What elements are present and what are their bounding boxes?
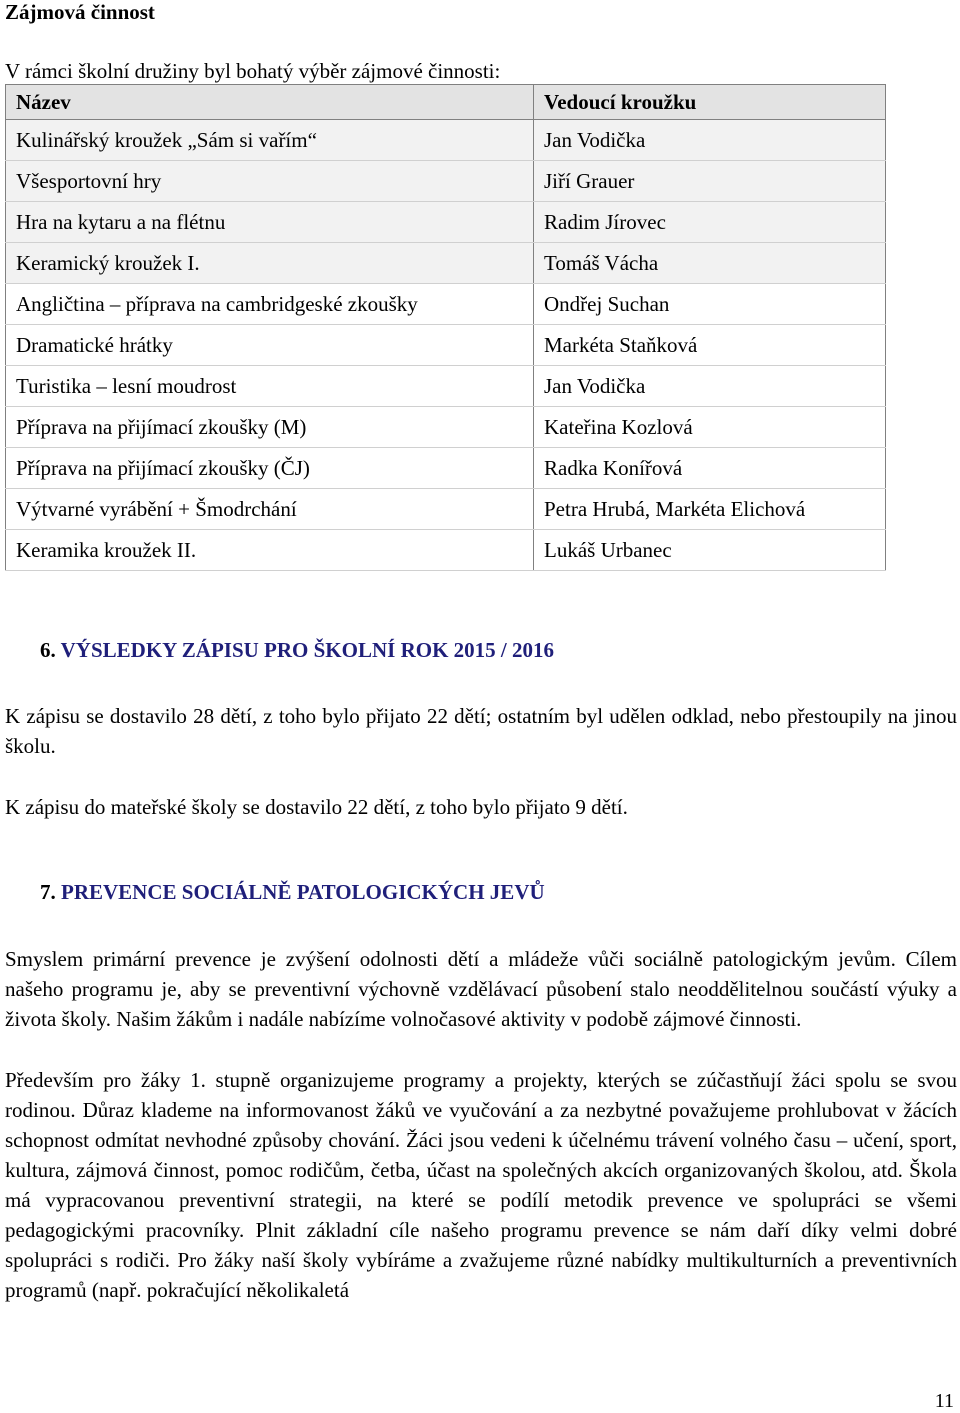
table-header-row <box>6 85 886 120</box>
section-7-paragraph-2: Především pro žáky 1. stupně organizujeme programy a projekty, kterých se zúčastňují žáci spolu se svou rodinou. Důraz klademe na informovanost žáků ve vyučování a za nezbytné považujeme prohlubovat v žácích schopnost odmítat nevhodné způsoby chování. Žáci jsou vedeni k účelnému trávení volného času – učení, sport, kultura, zájmová činnost, pomoc rodičům, četba, účast na společných akcích organizovaných školou, atd. Škola má vypracovanou preventivní strategii, na které se podílí metodik prevence ve spolupráci se všemi pedagogickými pracovníky. Plnit základní cíle našeho programu prevence se nám daří díky velmi dobré spolupráci s rodiči. Pro žáky naší školy vybíráme a zvažujeme různé nabídky multikulturních a preventivních programů (např. pokračující několikaletá <box>5 1068 957 1302</box>
section-7-title: PREVENCE SOCIÁLNĚ PATOLOGICKÝCH JEVŮ <box>61 880 545 904</box>
section-6-paragraph-1: K zápisu se dostavilo 28 dětí, z toho bylo přijato 22 dětí; ostatním byl udělen odklad, nebo přestoupily na jinou školu. <box>5 704 957 758</box>
section-6-paragraph-2: K zápisu do mateřské školy se dostavilo 22 dětí, z toho bylo přijato 9 dětí. <box>5 795 628 819</box>
club-leader: Ondřej Suchan <box>534 284 886 325</box>
table-row <box>6 407 886 448</box>
table-row <box>6 325 886 366</box>
section-6-heading <box>40 636 554 664</box>
club-name: Angličtina – příprava na cambridgeské zkoušky <box>6 284 534 325</box>
table-row <box>6 366 886 407</box>
club-name: Příprava na přijímací zkoušky (ČJ) <box>6 448 534 489</box>
section-7-number: 7. <box>40 880 56 904</box>
club-name: Keramický kroužek I. <box>6 243 534 284</box>
club-leader: Markéta Staňková <box>534 325 886 366</box>
club-name: Příprava na přijímací zkoušky (M) <box>6 407 534 448</box>
club-leader: Jan Vodička <box>534 120 886 161</box>
table-row <box>6 448 886 489</box>
section-6-title: VÝSLEDKY ZÁPISU PRO ŠKOLNÍ ROK 2015 / 2016 <box>60 638 554 662</box>
intro-text: V rámci školní družiny byl bohatý výběr zájmové činnosti: <box>5 59 501 83</box>
table-row <box>6 120 886 161</box>
club-leader: Petra Hrubá, Markéta Elichová <box>534 489 886 530</box>
section-6-number: 6. <box>40 638 56 662</box>
column-header-leader: Vedoucí kroužku <box>534 85 886 120</box>
club-name: Turistika – lesní moudrost <box>6 366 534 407</box>
clubs-table <box>5 84 886 571</box>
club-leader: Jan Vodička <box>534 366 886 407</box>
club-name: Hra na kytaru a na flétnu <box>6 202 534 243</box>
table-row <box>6 284 886 325</box>
club-name: Všesportovní hry <box>6 161 534 202</box>
section-title: Zájmová činnost <box>5 0 155 24</box>
table-row <box>6 161 886 202</box>
club-name: Kulinářský kroužek „Sám si vařím“ <box>6 120 534 161</box>
table-row <box>6 202 886 243</box>
club-name: Keramika kroužek II. <box>6 530 534 571</box>
club-name: Dramatické hrátky <box>6 325 534 366</box>
club-leader: Radim Jírovec <box>534 202 886 243</box>
club-leader: Jiří Grauer <box>534 161 886 202</box>
club-leader: Tomáš Vácha <box>534 243 886 284</box>
club-name: Výtvarné vyrábění + Šmodrchání <box>6 489 534 530</box>
section-7-paragraph-1: Smyslem primární prevence je zvýšení odolnosti dětí a mládeže vůči sociálně patologickým jevům. Cílem našeho programu je, aby se preventivní výchovně vzdělávací působení stalo neoddělitelnou součástí výuky a života školy. Našim žákům i nadále nabízíme volnočasové aktivity v podobě zájmové činnosti. <box>5 947 957 1031</box>
section-7-heading <box>40 878 545 906</box>
table-row <box>6 243 886 284</box>
table-row <box>6 530 886 571</box>
table-row <box>6 489 886 530</box>
page-number: 11 <box>934 1390 954 1412</box>
club-leader: Lukáš Urbanec <box>534 530 886 571</box>
club-leader: Radka Konířová <box>534 448 886 489</box>
club-leader: Kateřina Kozlová <box>534 407 886 448</box>
column-header-name: Název <box>6 85 534 120</box>
